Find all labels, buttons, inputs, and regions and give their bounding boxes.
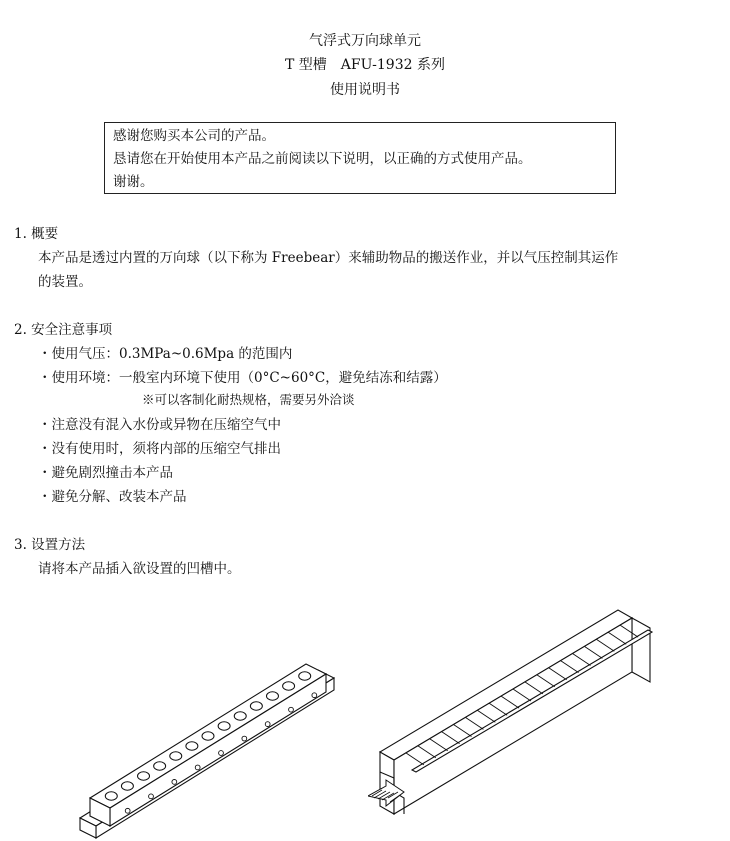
ball-hole [138, 772, 150, 780]
ball-hole [283, 682, 295, 690]
screw [289, 707, 294, 712]
ball-hole [186, 742, 198, 750]
ball-unit-illustration [60, 650, 350, 840]
safety-item-note: ※可以客制化耐热规格，需要另外洽谈 [142, 392, 355, 407]
screw [195, 765, 200, 770]
notice-line1: 感谢您购买本公司的产品。 [113, 128, 275, 144]
section2-heading: 2. 安全注意事项 [14, 322, 113, 338]
screw [172, 779, 177, 784]
safety-item-exhaust: ・没有使用时，须将内部的压缩空气排出 [38, 441, 281, 457]
screw [219, 751, 224, 756]
screw [125, 808, 130, 813]
safety-item-environment: ・使用环境：一般室内环境下使用（0°C~60°C，避免结冻和结露） [38, 370, 447, 386]
doc-title-line1: 气浮式万向球单元 [309, 33, 421, 49]
notice-line3: 谢谢。 [113, 174, 154, 190]
safety-item-impact: ・避免剧烈撞击本产品 [38, 465, 173, 481]
section1-body-line1: 本产品是透过内置的万向球（以下称为 Freebear）来辅助物品的搬送作业，并以气压控制其运作 [38, 250, 619, 266]
ball-hole [121, 782, 133, 790]
notice-box [104, 122, 616, 194]
screw [242, 736, 247, 741]
ball-hole [266, 692, 278, 700]
section1-heading: 1. 概要 [14, 226, 59, 242]
notice-line2: 恳请您在开始使用本产品之前阅读以下说明，以正确的方式使用产品。 [113, 151, 532, 167]
screw [149, 794, 154, 799]
ball-hole [154, 762, 166, 770]
ball-hole [105, 792, 117, 800]
section3-body: 请将本产品插入欲设置的凹槽中。 [38, 561, 241, 577]
safety-item-moisture: ・注意没有混入水份或异物在压缩空气中 [38, 417, 281, 433]
section1-body-line2: 的装置。 [38, 274, 92, 290]
ball-hole [234, 712, 246, 720]
safety-item-pressure: ・使用气压：0.3MPa~0.6Mpa 的范围内 [38, 346, 293, 362]
ball-hole [218, 722, 230, 730]
screw [312, 693, 317, 698]
section3-heading: 3. 设置方法 [14, 537, 86, 553]
ball-hole [202, 732, 214, 740]
ball-hole [299, 672, 311, 680]
ball-hole [250, 702, 262, 710]
screw [265, 722, 270, 727]
doc-title-line3: 使用说明书 [330, 82, 400, 98]
ball-hole [170, 752, 182, 760]
doc-title-line2: T 型槽 AFU-1932 系列 [285, 57, 445, 73]
safety-item-disassembly: ・避免分解、改装本产品 [38, 489, 187, 505]
t-slot-illustration [368, 602, 668, 817]
